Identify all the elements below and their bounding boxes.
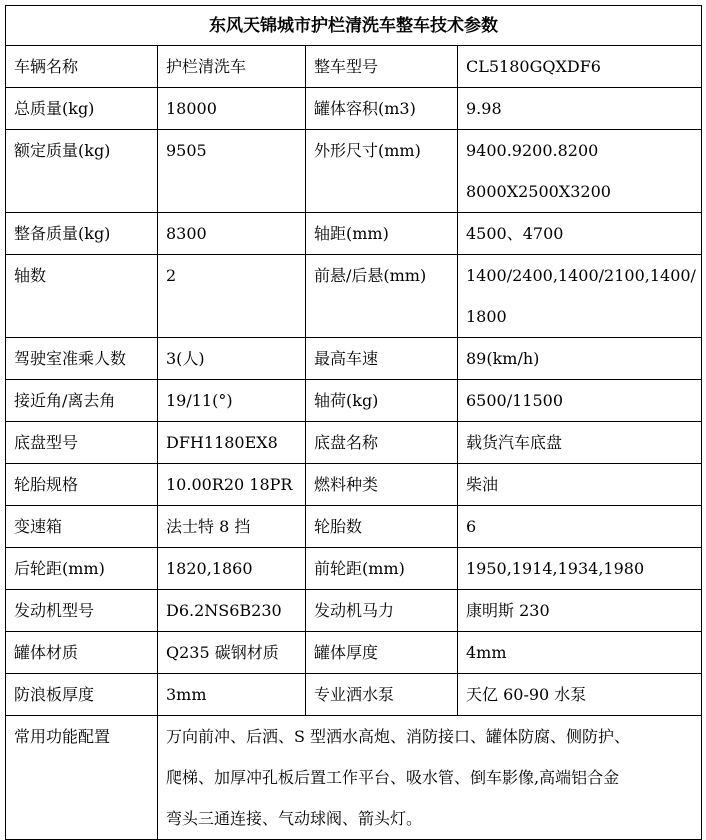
table-row	[6, 213, 702, 255]
table-row	[6, 506, 702, 548]
spec-label: 罐体厚度	[306, 632, 458, 674]
spec-value: Q235 碳钢材质	[158, 632, 306, 674]
spec-label: 轴距(mm)	[306, 213, 458, 255]
features-line: 弯头三通连接、气动球阀、箭头灯。	[166, 809, 423, 828]
table-row	[6, 632, 702, 674]
spec-value: DFH1180EX8	[158, 422, 306, 464]
table-row	[6, 46, 702, 88]
features-row	[6, 716, 702, 840]
spec-label: 总质量(kg)	[6, 88, 158, 130]
table-row	[6, 338, 702, 380]
spec-label: 燃料种类	[306, 464, 458, 506]
spec-value-line: 1400/2400,1400/2100,1400/	[466, 266, 696, 285]
spec-label: 变速箱	[6, 506, 158, 548]
spec-label: 车辆名称	[6, 46, 158, 88]
spec-label: 额定质量(kg)	[6, 130, 158, 213]
spec-label: 外形尺寸(mm)	[306, 130, 458, 213]
spec-label: 发动机马力	[306, 590, 458, 632]
spec-value: 2	[158, 255, 306, 338]
spec-value: 柴油	[458, 464, 702, 506]
spec-value: 4500、4700	[458, 213, 702, 255]
spec-value: 10.00R20 18PR	[158, 464, 306, 506]
spec-value: 9.98	[458, 88, 702, 130]
spec-label: 最高车速	[306, 338, 458, 380]
features-line: 爬梯、加厚冲孔板后置工作平台、吸水管、倒车影像,高端铝合金	[166, 768, 620, 787]
spec-label: 轮胎数	[306, 506, 458, 548]
spec-value: 3mm	[158, 674, 306, 716]
spec-value-line: 8000X2500X3200	[466, 182, 611, 201]
spec-value-line: 1800	[466, 307, 507, 326]
spec-label: 轴荷(kg)	[306, 380, 458, 422]
spec-label: 底盘名称	[306, 422, 458, 464]
spec-value: 6	[458, 506, 702, 548]
spec-value: 天亿 60-90 水泵	[458, 674, 702, 716]
spec-value: 1950,1914,1934,1980	[458, 548, 702, 590]
spec-label: 罐体容积(m3)	[306, 88, 458, 130]
spec-value: 89(km/h)	[458, 338, 702, 380]
spec-value: CL5180GQXDF6	[458, 46, 702, 88]
spec-value-line: 9400.9200.8200	[466, 141, 599, 160]
spec-table	[5, 5, 702, 840]
table-row	[6, 464, 702, 506]
spec-value: 9505	[158, 130, 306, 213]
spec-label: 发动机型号	[6, 590, 158, 632]
spec-label: 接近角/离去角	[6, 380, 158, 422]
spec-value: 8300	[158, 213, 306, 255]
table-row	[6, 88, 702, 130]
spec-label: 整车型号	[306, 46, 458, 88]
spec-label: 专业洒水泵	[306, 674, 458, 716]
table-row	[6, 422, 702, 464]
spec-value: 3(人)	[158, 338, 306, 380]
spec-value: 康明斯 230	[458, 590, 702, 632]
spec-label: 罐体材质	[6, 632, 158, 674]
features-line: 万向前冲、后洒、S 型洒水高炮、消防接口、罐体防腐、侧防护、	[166, 727, 631, 746]
spec-value: 6500/11500	[458, 380, 702, 422]
table-row	[6, 548, 702, 590]
spec-label: 前悬/后悬(mm)	[306, 255, 458, 338]
spec-value: 4mm	[458, 632, 702, 674]
table-row	[6, 674, 702, 716]
spec-label: 前轮距(mm)	[306, 548, 458, 590]
spec-value: 法士特 8 挡	[158, 506, 306, 548]
spec-label: 驾驶室准乘人数	[6, 338, 158, 380]
title-row	[6, 6, 702, 46]
table-row	[6, 255, 702, 338]
spec-label: 整备质量(kg)	[6, 213, 158, 255]
features-label: 常用功能配置	[6, 716, 158, 840]
table-title: 东风天锦城市护栏清洗车整车技术参数	[6, 6, 702, 46]
spec-label: 轴数	[6, 255, 158, 338]
spec-label: 防浪板厚度	[6, 674, 158, 716]
table-row	[6, 380, 702, 422]
spec-label: 底盘型号	[6, 422, 158, 464]
spec-value: D6.2NS6B230	[158, 590, 306, 632]
spec-value: 18000	[158, 88, 306, 130]
table-row	[6, 590, 702, 632]
spec-label: 轮胎规格	[6, 464, 158, 506]
spec-value: 1820,1860	[158, 548, 306, 590]
spec-value: 19/11(°)	[158, 380, 306, 422]
spec-value	[458, 130, 702, 213]
table-row	[6, 130, 702, 213]
features-value	[158, 716, 702, 840]
spec-value	[458, 255, 702, 338]
spec-value: 护栏清洗车	[158, 46, 306, 88]
spec-value: 载货汽车底盘	[458, 422, 702, 464]
spec-label: 后轮距(mm)	[6, 548, 158, 590]
